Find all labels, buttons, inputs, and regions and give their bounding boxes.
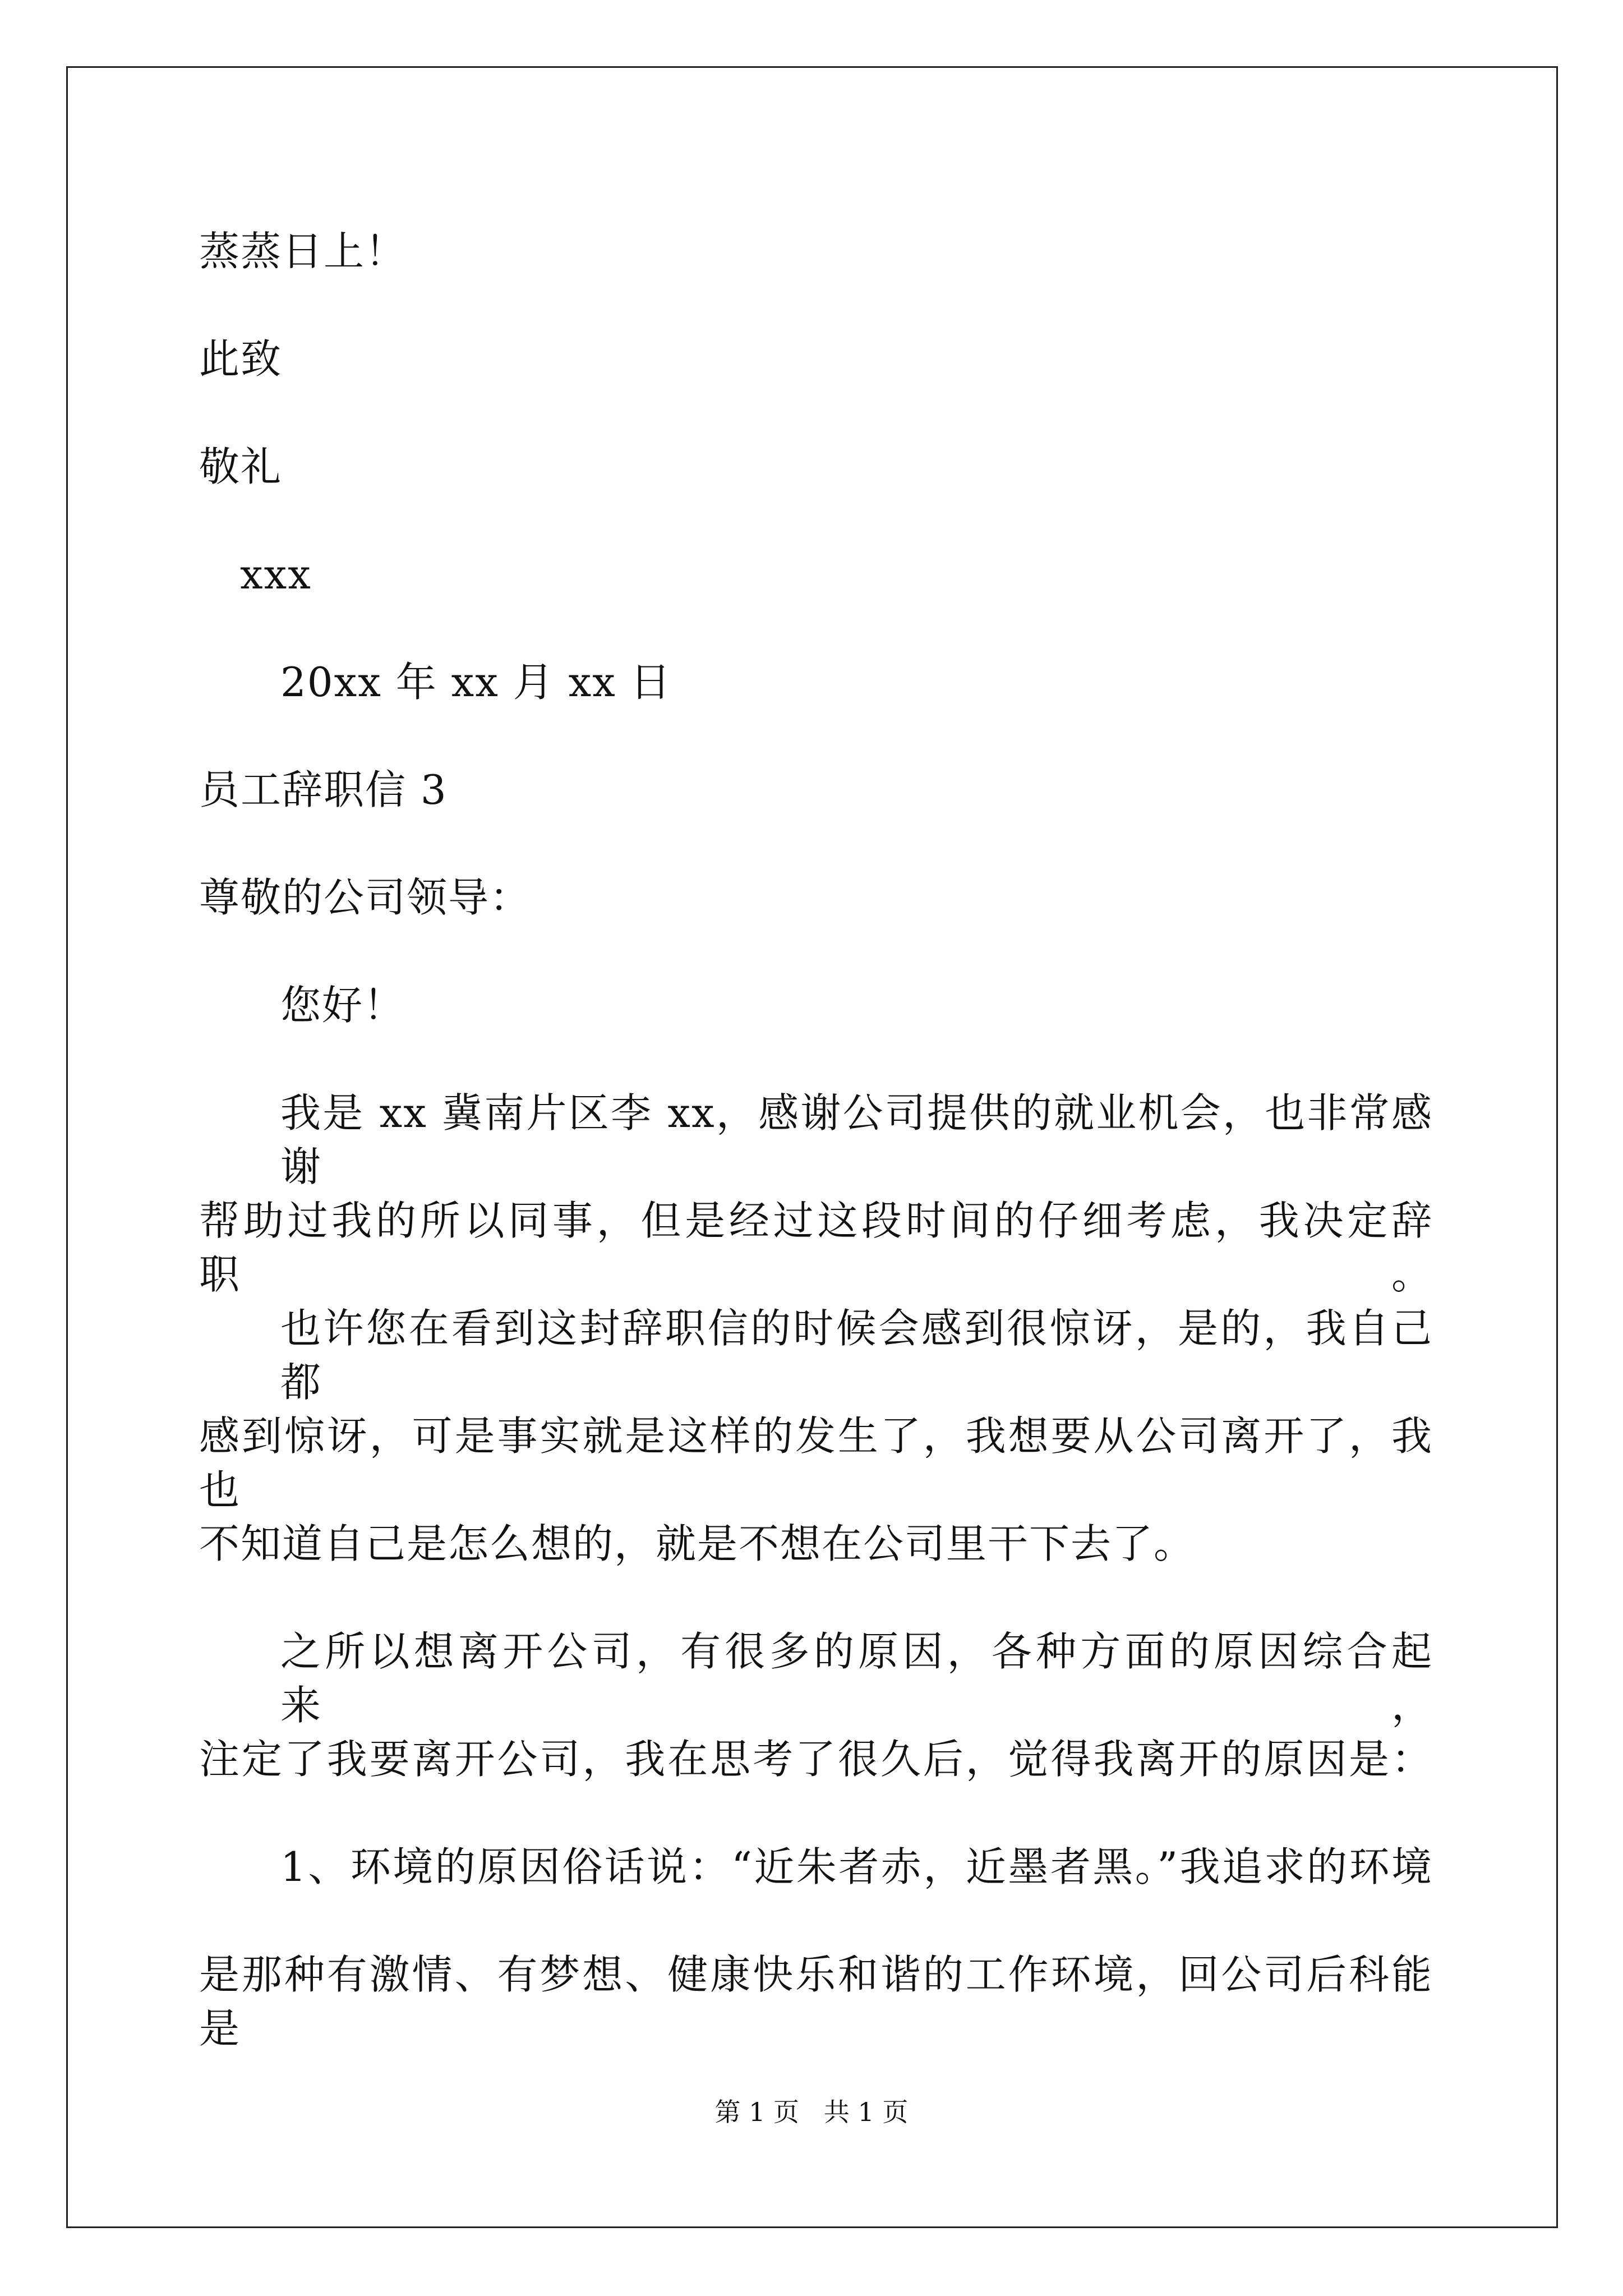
paragraph-1-line-2: 帮助过我的所以同事，但是经过这段时间的仔细考虑，我决定辞职。 xyxy=(199,1197,1433,1298)
paragraph-2-line-2: 感到惊讶，可是事实就是这样的发生了，我想要从公司离开了，我也 xyxy=(199,1412,1433,1513)
signature-name: xxx xyxy=(240,551,312,598)
section-title: 员工辞职信 3 xyxy=(199,766,448,813)
page-footer: 第 1 页 共 1 页 xyxy=(714,2097,909,2127)
paragraph-4-line-1: 1、环境的原因俗话说：“近朱者赤，近墨者黑。”我追求的环境 xyxy=(280,1843,1433,1890)
paragraph-2-line-3: 不知道自己是怎么想的，就是不想在公司里干下去了。 xyxy=(199,1520,1196,1567)
salutation-cizhi: 此致 xyxy=(199,335,283,383)
paragraph-4-line-2: 是那种有激情、有梦想、健康快乐和谐的工作环境，回公司后科能是 xyxy=(199,1951,1433,2052)
paragraph-2-line-1: 也许您在看到这封辞职信的时候会感到很惊讶，是的，我自己都 xyxy=(280,1305,1433,1406)
paragraph-1-line-1: 我是 xx 冀南片区李 xx，感谢公司提供的就业机会，也非常感谢 xyxy=(280,1089,1433,1190)
signature-date: 20xx 年 xx 月 xx 日 xyxy=(280,659,672,706)
letter-hello: 您好！ xyxy=(280,982,405,1029)
paragraph-3-line-2: 注定了我要离开公司，我在思考了很久后，觉得我离开的原因是： xyxy=(199,1736,1433,1783)
closing-wish: 蒸蒸日上！ xyxy=(199,228,407,275)
paragraph-3-line-1: 之所以想离开公司，有很多的原因，各种方面的原因综合起来， xyxy=(280,1628,1433,1729)
salutation-jingli: 敬礼 xyxy=(199,443,283,490)
letter-greeting: 尊敬的公司领导： xyxy=(199,874,532,921)
